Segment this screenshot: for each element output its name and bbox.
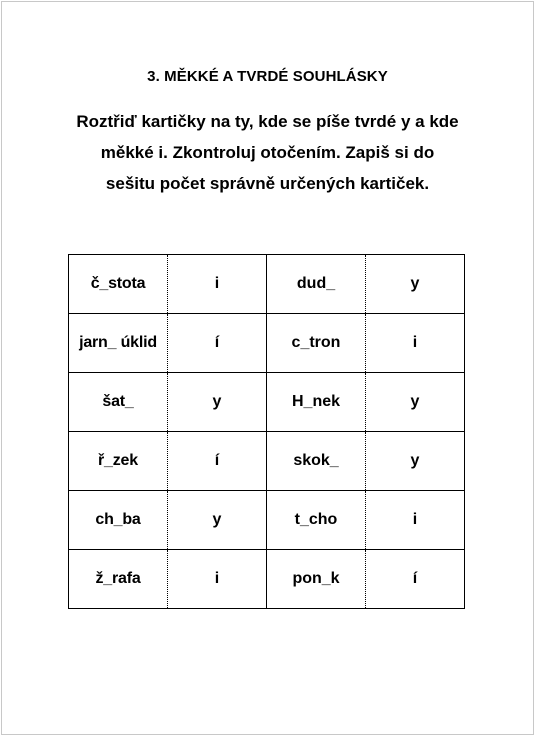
card-table	[68, 254, 465, 609]
card-word: skok_	[267, 432, 366, 491]
card-word: jarn_ úklid	[69, 314, 168, 373]
card-answer: y	[366, 373, 465, 432]
card-answer: í	[168, 432, 267, 491]
card-answer: í	[168, 314, 267, 373]
table-row	[69, 255, 465, 314]
card-word: ž_rafa	[69, 550, 168, 609]
instruction-line: Roztřiď kartičky na ty, kde se píše tvrdé y a kde	[76, 112, 459, 131]
card-answer: y	[168, 373, 267, 432]
table-row	[69, 491, 465, 550]
card-word: pon_k	[267, 550, 366, 609]
table-row	[69, 314, 465, 373]
card-answer: i	[366, 314, 465, 373]
card-answer: y	[366, 255, 465, 314]
instruction-line: měkké i. Zkontroluj otočením. Zapiš si do	[100, 143, 435, 162]
table-row	[69, 432, 465, 491]
instruction-line: sešitu počet správně určených kartiček.	[105, 174, 430, 193]
card-word: ch_ba	[69, 491, 168, 550]
card-answer: i	[168, 255, 267, 314]
card-word: šat_	[69, 373, 168, 432]
worksheet-page	[1, 1, 534, 735]
card-answer: i	[366, 491, 465, 550]
table-row	[69, 550, 465, 609]
card-word: dud_	[267, 255, 366, 314]
card-answer: y	[366, 432, 465, 491]
card-answer: i	[168, 550, 267, 609]
card-answer: í	[366, 550, 465, 609]
card-answer: y	[168, 491, 267, 550]
card-word: H_nek	[267, 373, 366, 432]
card-word: c_tron	[267, 314, 366, 373]
instructions	[2, 106, 533, 199]
card-word: ř_zek	[69, 432, 168, 491]
card-word: č_stota	[69, 255, 168, 314]
table-row	[69, 373, 465, 432]
page-title: 3. MĚKKÉ A TVRDÉ SOUHLÁSKY	[147, 68, 388, 85]
card-word: t_cho	[267, 491, 366, 550]
